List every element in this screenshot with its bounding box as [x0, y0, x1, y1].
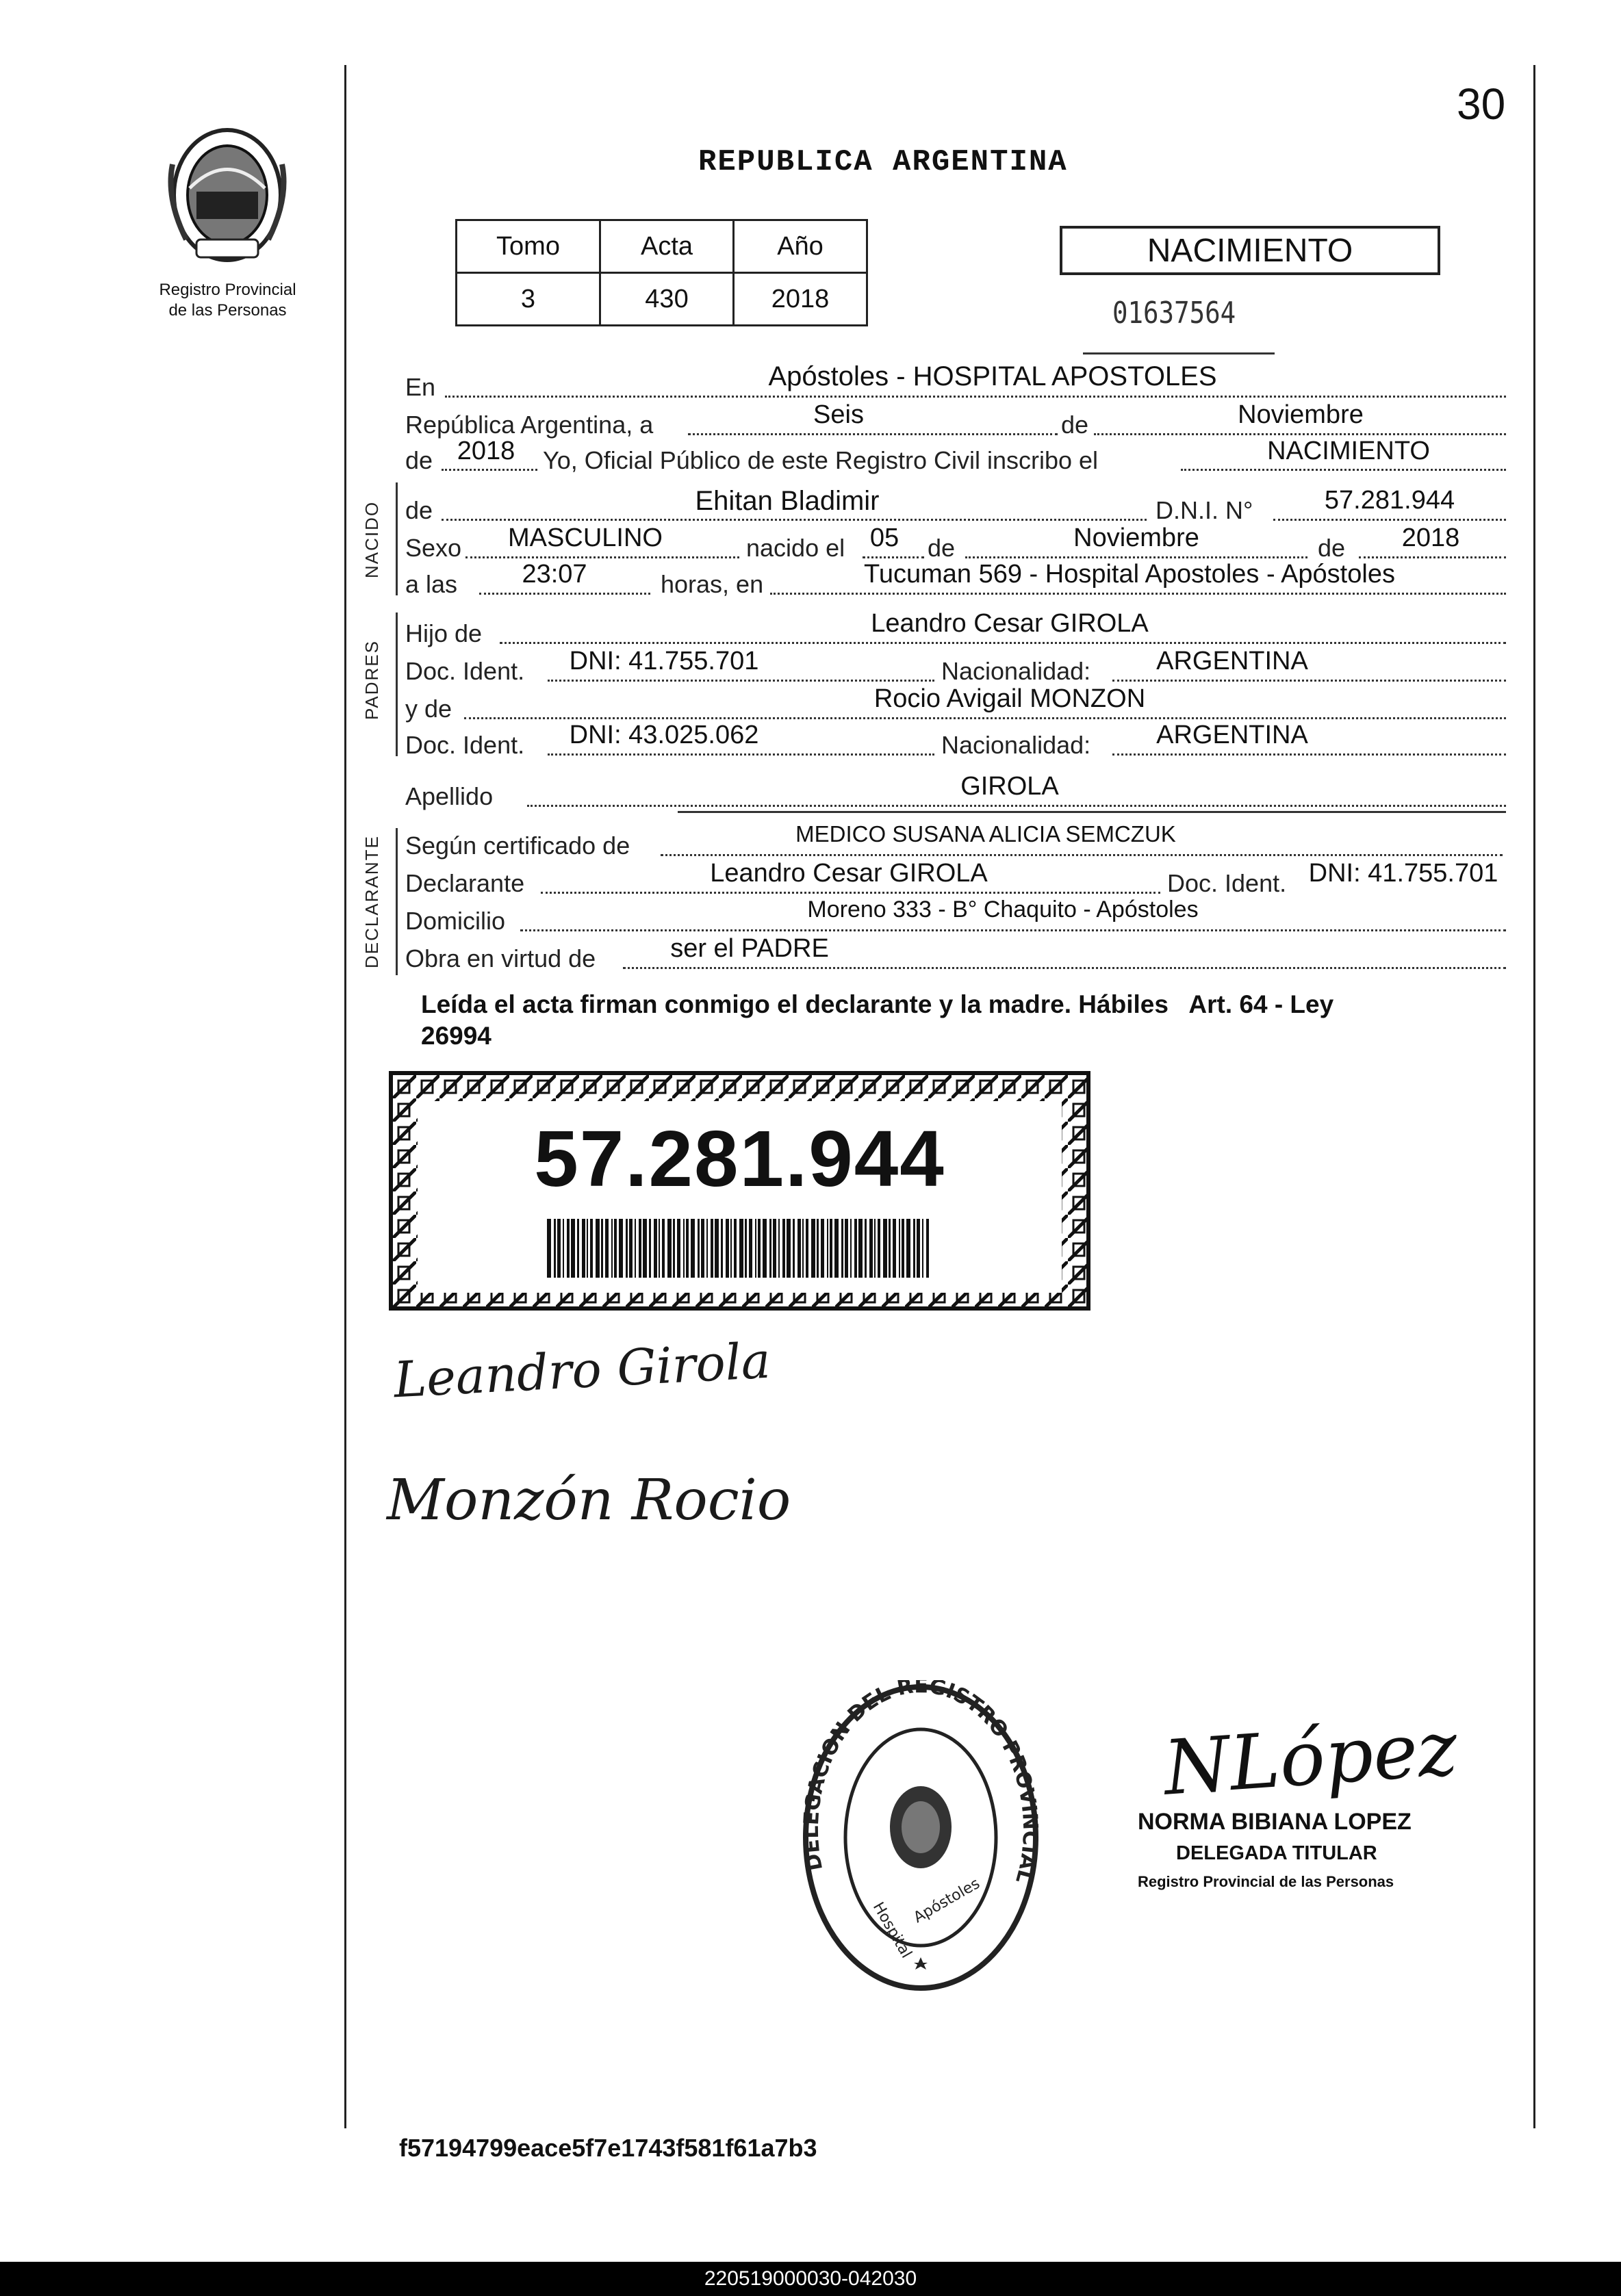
left-margin-rule [344, 65, 346, 2128]
barcode-bar [635, 1219, 636, 1278]
father-nat-dots [1112, 680, 1506, 682]
barcode-bar [677, 1219, 680, 1278]
barcode-bar [787, 1219, 791, 1278]
barcode-bar [683, 1219, 685, 1278]
barcode-bar [821, 1219, 824, 1278]
nacido-section-bar [396, 482, 398, 595]
place-dots [770, 593, 1506, 595]
barcode-bar [778, 1219, 780, 1278]
certificado-dots [661, 854, 1503, 856]
dni-dots [1273, 519, 1506, 521]
barcode-bar [917, 1219, 920, 1278]
official-org: Registro Provincial de las Personas [1138, 1873, 1394, 1890]
barcode-bar [686, 1219, 689, 1278]
declarante-section-bar [396, 828, 398, 975]
anio-value: 2018 [734, 273, 867, 326]
barcode-bar [571, 1219, 575, 1278]
mother-doc: DNI: 43.025.062 [569, 721, 759, 749]
en-dots [445, 396, 1506, 398]
barcode-bar [817, 1219, 819, 1278]
provincial-logo [159, 123, 296, 274]
serial-underline [1083, 352, 1275, 354]
barcode-bar [611, 1219, 613, 1278]
barcode-bar [811, 1219, 815, 1278]
birth-place: Tucuman 569 - Hospital Apostoles - Apóstoles [864, 560, 1395, 589]
barcode-bar [706, 1219, 708, 1278]
page-number: 30 [1457, 79, 1506, 129]
nacido-el-label: nacido el [746, 534, 845, 562]
barcode-bar [701, 1219, 704, 1278]
barcode-bar [769, 1219, 771, 1278]
signature-mother: Monzón Rocio [387, 1468, 791, 1533]
alas-label: a las [405, 570, 458, 598]
stamp-inner-right: Apóstoles [910, 1874, 983, 1927]
apellido-value: GIROLA [960, 772, 1059, 801]
inscribe-value: NACIMIENTO [1267, 437, 1430, 465]
birth-month: Noviembre [1073, 524, 1199, 552]
barcode-bar [893, 1219, 896, 1278]
domicilio-value: Moreno 333 - B° Chaquito - Apóstoles [807, 897, 1199, 923]
hijo-label: Hijo de [405, 619, 483, 647]
father-dots [500, 642, 1506, 644]
name-dots [442, 519, 1147, 521]
official-title: DELEGADA TITULAR [1176, 1842, 1377, 1864]
barcode-bar [698, 1219, 700, 1278]
barcode-bar [726, 1219, 729, 1278]
birth-year: 2018 [1401, 524, 1460, 552]
barcode-bar [605, 1219, 609, 1278]
sexo-value: MASCULINO [508, 524, 663, 552]
right-margin-rule [1533, 65, 1535, 2128]
en-value: Apóstoles - HOSPITAL APOSTOLES [768, 361, 1217, 391]
year-value: 2018 [457, 437, 515, 465]
tomo-value: 3 [457, 273, 600, 326]
barcode-bar [755, 1219, 756, 1278]
coat-of-arms-icon [159, 123, 296, 274]
month-de-label: de [1061, 411, 1089, 439]
document-title: REPUBLICA ARGENTINA [698, 145, 1068, 179]
barcode-bar [659, 1219, 660, 1278]
mother-nationality: ARGENTINA [1156, 721, 1308, 749]
barcode-bar [913, 1219, 915, 1278]
official-signature: NLópez [1161, 1704, 1460, 1812]
obra-label: Obra en virtud de [405, 944, 596, 972]
barcode-bar [567, 1219, 570, 1278]
barcode-bar [834, 1219, 839, 1278]
barcode-bar [730, 1219, 732, 1278]
barcode-bar [577, 1219, 579, 1278]
barcode-bar [673, 1219, 675, 1278]
obra-value: ser el PADRE [670, 934, 829, 963]
dni-number: 57.281.944 [534, 1114, 945, 1203]
en-label: En [405, 373, 436, 401]
birth-month-dots [965, 556, 1307, 558]
birth-de1-label: de [928, 534, 956, 562]
declarante-dots [541, 892, 1160, 894]
barcode-bar [806, 1219, 808, 1278]
record-type-box [1060, 226, 1440, 275]
barcode-bar [715, 1219, 719, 1278]
logo-caption-2: de las Personas [168, 301, 287, 320]
barcode-bar [899, 1219, 900, 1278]
year-de-label: de [405, 446, 433, 474]
barcode-bar [883, 1219, 887, 1278]
barcode-bar [782, 1219, 785, 1278]
mother-doc-dots [548, 753, 934, 756]
stamp-inner-left: Hospital [869, 1899, 915, 1961]
month-value: Noviembre [1238, 400, 1364, 429]
barcode-bar [850, 1219, 852, 1278]
barcode-bar [587, 1219, 588, 1278]
barcode-bar [854, 1219, 857, 1278]
domicilio-label: Domicilio [405, 907, 506, 935]
father-doc-dots [548, 680, 934, 682]
birth-day-dots [863, 556, 924, 558]
dni-label-box [389, 1071, 1090, 1311]
barcode-bar [906, 1219, 910, 1278]
barcode-bar [869, 1219, 873, 1278]
barcode-bar [827, 1219, 828, 1278]
barcode-bar [745, 1219, 747, 1278]
yo-label: Yo, Oficial Público de este Registro Civil inscribo el [543, 446, 1099, 474]
barcode-bar [865, 1219, 867, 1278]
acta-header: Acta [600, 220, 734, 273]
inscribe-dots [1181, 469, 1506, 471]
barcode-bar [763, 1219, 767, 1278]
barcode-bar [830, 1219, 832, 1278]
barcode-bar [667, 1219, 672, 1278]
record-type: NACIMIENTO [1147, 233, 1353, 269]
barcode-bar [590, 1219, 593, 1278]
barcode-bar [841, 1219, 843, 1278]
book-table [455, 219, 868, 326]
segun-label: Según certificado de [405, 831, 630, 860]
declarante-label: Declarante [405, 869, 525, 897]
barcode-bar [582, 1219, 585, 1278]
stamp-seal-icon [797, 1680, 1044, 1995]
mother-nat-dots [1112, 753, 1506, 756]
father-doc-label: Doc. Ident. [405, 657, 525, 685]
dni-label: D.N.I. N° [1156, 496, 1253, 524]
father-name: Leandro Cesar GIROLA [871, 609, 1149, 638]
sexo-label: Sexo [405, 534, 462, 562]
barcode-bar [749, 1219, 752, 1278]
barcode-bar [922, 1219, 923, 1278]
day-value: Seis [813, 400, 864, 429]
father-nationality: ARGENTINA [1156, 647, 1308, 675]
certificado-value: MEDICO SUSANA ALICIA SEMCZUK [795, 821, 1176, 847]
apellido-dots [527, 805, 1506, 807]
barcode-bar [878, 1219, 880, 1278]
signature-father: Leandro Girola [392, 1331, 772, 1409]
barcode-bar [557, 1219, 561, 1278]
nacido-de-label: de [405, 496, 433, 524]
barcode-bar [596, 1219, 600, 1278]
barcode-bar [874, 1219, 876, 1278]
apellido-label: Apellido [405, 782, 494, 810]
nacido-section-label: NACIDO [361, 500, 382, 578]
declarante-name: Leandro Cesar GIROLA [710, 859, 988, 888]
republica-label: República Argentina, a [405, 411, 654, 439]
barcode-bar [547, 1219, 551, 1278]
anio-header: Año [734, 220, 867, 273]
tomo-header: Tomo [457, 220, 600, 273]
barcode-bar [739, 1219, 743, 1278]
barcode-bar [619, 1219, 623, 1278]
barcode-bar [793, 1219, 795, 1278]
footer-code: 220519000030-042030 [704, 2267, 917, 2290]
barcode-bar [626, 1219, 628, 1278]
barcode-bar [711, 1219, 713, 1278]
barcode-bar [797, 1219, 801, 1278]
barcode-bar [845, 1219, 848, 1278]
yde-label: y de [405, 695, 452, 723]
barcode-bar [691, 1219, 695, 1278]
barcode-bar [734, 1219, 737, 1278]
barcode-bar [654, 1219, 657, 1278]
barcode-bar [629, 1219, 633, 1278]
document-hash: f57194799eace5f7e1743f581f61a7b3 [399, 2134, 817, 2162]
time-dots [479, 593, 650, 595]
declarante-section-label: DECLARANTE [361, 835, 382, 968]
barcode-bar [758, 1219, 761, 1278]
father-nat-label: Nacionalidad: [941, 657, 1091, 685]
official-stamp [797, 1680, 1044, 1995]
padres-section-label: PADRES [361, 640, 382, 720]
official-name: NORMA BIBIANA LOPEZ [1138, 1809, 1412, 1835]
birth-de2-label: de [1318, 534, 1346, 562]
serial-number: 01637564 [1112, 296, 1236, 331]
barcode-bar [601, 1219, 603, 1278]
birth-day: 05 [869, 524, 899, 552]
child-dni: 57.281.944 [1324, 486, 1455, 515]
birth-time: 23:07 [522, 560, 587, 589]
apellido-underline [678, 811, 1506, 813]
obra-dots [623, 967, 1506, 969]
mother-name: Rocio Avigail MONZON [873, 684, 1146, 713]
birth-year-dots [1359, 556, 1506, 558]
acta-value: 430 [600, 273, 734, 326]
sexo-dots [465, 556, 739, 558]
barcode-bar [802, 1219, 804, 1278]
horas-label: horas, en [661, 570, 764, 598]
barcode-bar [902, 1219, 904, 1278]
barcode-bar [639, 1219, 641, 1278]
barcode-bar [643, 1219, 647, 1278]
year-dots [442, 469, 537, 471]
barcode-icon [547, 1219, 930, 1278]
father-doc: DNI: 41.755.701 [569, 647, 759, 675]
mother-doc-label: Doc. Ident. [405, 731, 525, 759]
barcode-bar [662, 1219, 665, 1278]
footer-bar [0, 2262, 1621, 2296]
stamp-ring-text: DELEGACION DEL REGISTRO PROVINCIAL [799, 1680, 1043, 1886]
barcode-bar [721, 1219, 723, 1278]
barcode-bar [563, 1219, 564, 1278]
barcode-bar [889, 1219, 891, 1278]
closing-text-line2: 26994 [421, 1022, 492, 1050]
padres-section-bar [396, 612, 398, 756]
month-dots [1094, 433, 1506, 435]
logo-caption-1: Registro Provincial [159, 281, 296, 299]
mother-dots [464, 717, 1506, 719]
day-dots [688, 433, 1058, 435]
closing-text-line1: Leída el acta firman conmigo el declarante y la madre. Hábiles Art. 64 - Ley [421, 990, 1334, 1018]
declarante-doc-label: Doc. Ident. [1167, 869, 1287, 897]
barcode-bar [773, 1219, 776, 1278]
barcode-bar [649, 1219, 651, 1278]
child-name: Ehitan Bladimir [695, 486, 880, 516]
declarante-doc: DNI: 41.755.701 [1308, 859, 1498, 888]
barcode-bar [554, 1219, 556, 1278]
barcode-bar [614, 1219, 617, 1278]
domicilio-dots [520, 929, 1506, 931]
barcode-bar [926, 1219, 929, 1278]
mother-nat-label: Nacionalidad: [941, 731, 1091, 759]
barcode-bar [858, 1219, 863, 1278]
